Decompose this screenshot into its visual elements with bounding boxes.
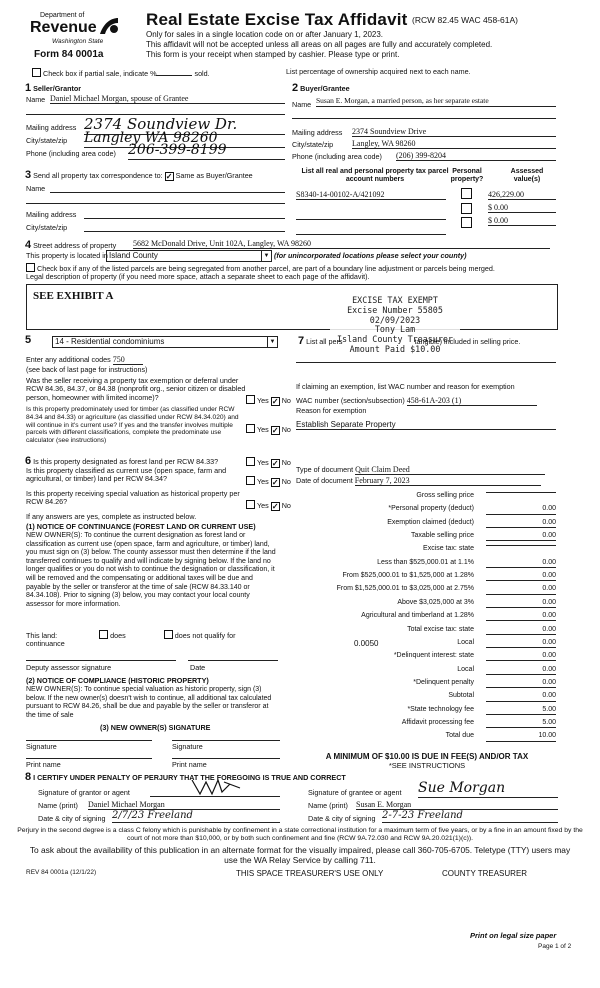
does-not-checkbox[interactable]: [164, 630, 173, 639]
tax-row: [296, 732, 560, 743]
tax-row: [296, 599, 560, 610]
header-line-2: This affidavit will not be accepted unless all areas on all pages are fully and accurately completed.: [146, 40, 493, 49]
deputy-date-line[interactable]: [188, 660, 278, 661]
tax-row: [296, 559, 560, 570]
tax-row-value[interactable]: 5.00: [486, 706, 556, 715]
tax-row-label: *Personal property (deduct): [388, 505, 474, 513]
tax-row-value[interactable]: 0.00: [486, 692, 556, 701]
personal-checkbox-2[interactable]: [461, 203, 472, 214]
header-line-1: Only for sales in a single location code on or after January 1, 2023.: [146, 30, 384, 39]
grantee-sig-label: Signature of grantee or agent: [308, 788, 402, 797]
tax-row-value[interactable]: 0.00: [486, 572, 556, 581]
street-address[interactable]: 5682 McDonald Drive, Unit 102A, Langley, WA 98260: [133, 239, 550, 249]
notice-1-body: NEW OWNER(S): To continue the current designation as forest land or classification as current use (open space, farm and agriculture, or timber) land, you must sign on (3) below. The county assessor must then determine if the land transferred continues to qualify and will indicate by signing below. If the land no longer qualifies or you do not wish to continue the designation or classification, it will be removed and the compensating or additional taxes will be due and payable by the seller or transferor at the time of sale (RCW 84.33.140 or 84.34.108). Prior to signing (3) below, you may contact your local county assessor for more information.: [26, 532, 276, 608]
forest-yes-checkbox[interactable]: [246, 457, 255, 466]
tax-row: [296, 532, 560, 543]
tax-row: [296, 679, 560, 690]
owner-sig-line-2[interactable]: [172, 740, 280, 741]
tax-row-value[interactable]: 10.00: [486, 732, 556, 741]
grantor-signature-scribble: [190, 776, 250, 798]
exhibit-text: SEE EXHIBIT A: [33, 290, 114, 302]
stamp-line-2: Excise Number 55805: [347, 304, 443, 315]
tax-row: [296, 692, 560, 703]
if-yes-note: If any answers are yes, complete as instructed below.: [26, 512, 197, 521]
wac-label: WAC number (section/subsection): [296, 396, 405, 405]
tax-row-label: Taxable selling price: [410, 532, 474, 540]
buyer-mail-label: Mailing address: [292, 128, 343, 137]
cert-text: I CERTIFY UNDER PENALTY OF PERJURY THAT THE FOREGOING IS TRUE AND CORRECT: [33, 773, 346, 782]
tax-row-value[interactable]: 0.00: [486, 532, 556, 541]
addl-codes-value[interactable]: 750: [113, 355, 143, 365]
q1-no-checkbox[interactable]: [271, 397, 280, 406]
header-line-3: This form is your receipt when stamped by cashier. Please type or print.: [146, 50, 400, 59]
new-owner-sig-title: (3) NEW OWNER(S) SIGNATURE: [100, 723, 211, 732]
forest-yes-no[interactable]: [246, 457, 291, 468]
land-use-select[interactable]: [52, 336, 278, 348]
tax-row-label: Affidavit processing fee: [401, 718, 474, 726]
segregate-label: Check box if any of the listed parcels are being segregated from another parcel, are part of a boundary line adjustment or parcels being merged.: [37, 264, 495, 273]
corr-mail-label: Mailing address: [26, 210, 77, 219]
partial-sale-label: Check box if partial sale, indicate %: [43, 69, 157, 78]
print-label-2: Print name: [172, 760, 207, 769]
legal-size-note: Print on legal size paper: [470, 931, 557, 940]
seller-mail[interactable]: 2374 Soundview Dr.: [84, 116, 285, 135]
tax-row-value[interactable]: 0.00: [486, 612, 556, 621]
grantor-signature[interactable]: [150, 784, 280, 797]
county-value: Island County: [109, 251, 158, 260]
tax-row-value[interactable]: 0.00: [486, 585, 556, 594]
section-7: [298, 335, 558, 348]
seller-mail-label: Mailing address: [26, 123, 77, 132]
section-1-number: 1: [25, 82, 32, 94]
tax-row-value[interactable]: 5.00: [486, 719, 556, 728]
q1-yes-no[interactable]: [246, 395, 291, 406]
section-7-text-b: tangible) included in selling price.: [414, 337, 521, 346]
section-4-number: 4: [25, 239, 32, 251]
corr-mail-line[interactable]: [84, 218, 285, 219]
historic-yes-label: Yes: [257, 501, 269, 510]
doc-type-row: [296, 465, 545, 475]
tax-row-value[interactable]: 0.00: [486, 679, 556, 688]
seller-phone-label: Phone (including area code): [26, 149, 116, 158]
current-use-yes-label: Yes: [257, 477, 269, 486]
q2-yes-no[interactable]: [246, 424, 291, 435]
treasurer-space: THIS SPACE TREASURER'S USE ONLY: [236, 869, 384, 878]
tax-row-label: Subtotal: [448, 692, 474, 700]
sig-label-2: Signature: [172, 742, 203, 751]
parcels-header: List all real and personal property tax parcel account numbers: [301, 168, 449, 184]
tax-row: [296, 492, 560, 503]
corr-name-line2: [26, 203, 285, 204]
buyer-heading: [292, 82, 350, 95]
buyer-phone-label: Phone (including area code): [292, 152, 382, 161]
county-treasurer: COUNTY TREASURER: [442, 869, 528, 878]
corr-heading: [25, 169, 253, 182]
historic-yes-no[interactable]: [246, 500, 291, 511]
relay-notice: To ask about the availability of this publication in an alternate format for the visually impaired, please call 360-705-6705. Teletype (TTY) users may use the WA Relay Service by calling 711.: [29, 845, 571, 865]
tax-row-label: Local: [457, 665, 474, 673]
q2-yes-label: Yes: [257, 425, 269, 434]
buyer-mail[interactable]: 2374 Soundview Drive: [352, 127, 556, 137]
tax-row: [296, 719, 560, 730]
assessed-value-2[interactable]: $ 0.00: [488, 203, 556, 213]
county-select[interactable]: [106, 250, 272, 262]
section-7-text-a: List all pers: [306, 337, 343, 346]
doc-type-label: Type of document: [296, 465, 354, 474]
continuance-label: continuance: [26, 639, 65, 648]
owner-sig-line-1[interactable]: [26, 740, 152, 741]
tax-row: [296, 612, 560, 623]
tax-row-label: Gross selling price: [416, 492, 474, 499]
buyer-phone[interactable]: (206) 399-8204: [396, 151, 556, 161]
section-7-line[interactable]: [296, 362, 556, 363]
deputy-date-label: Date: [190, 663, 206, 672]
cert-line: [25, 771, 346, 784]
perjury-notice: Perjury in the second degree is a class C felony which is punishable by confinement in a state correctional institution for a maximum term of five years, or by a fine in an amount fixed by the court of not more than $10,000, or by both such confinement and fine (RCW 9A.72.030 and RCW 9A.20.021(1)(c)).: [17, 827, 583, 843]
tax-row-value[interactable]: 0.00: [486, 505, 556, 514]
forest-no-label: No: [281, 458, 291, 467]
does-checkbox[interactable]: [99, 630, 108, 639]
stamp-line-4: Tony Lam: [374, 324, 416, 335]
tax-row-label: Excise tax: state: [423, 545, 474, 553]
grantor-sig-label: Signature of grantor or agent: [38, 788, 130, 797]
tax-row-value[interactable]: 0.00: [486, 559, 556, 568]
timber-question: Is this property predominately used for timber (as classified under RCW 84.34 and 84.33) or agriculture (as classified under RCW 84.34.020) and will continue in it's current use? If yes and the transfer involves multiple parcels with different classifications, complete the predominate use calculator (see instructions): [26, 406, 239, 445]
historic-question: Is this property receiving special valuation as historical property per RCW 84.26?: [26, 489, 240, 507]
tax-row-value[interactable]: 0.00: [486, 639, 556, 648]
form-title: Real Estate Excise Tax Affidavit: [146, 10, 408, 29]
partial-sale[interactable]: [32, 68, 210, 78]
tax-row-value[interactable]: 0.00: [486, 626, 556, 635]
see-instructions: *SEE INSTRUCTIONS: [388, 761, 466, 770]
corr-city-label: City/state/zip: [26, 223, 68, 232]
sig-label-1: Signature: [26, 742, 57, 751]
tax-row-label: Above $3,025,000 at 3%: [397, 598, 474, 606]
corr-city-line[interactable]: [84, 231, 285, 232]
section-6-number: 6: [25, 455, 32, 467]
tax-row: [296, 572, 560, 583]
q1-no-label: No: [281, 396, 291, 405]
tax-row-label: Total excise tax: state: [407, 625, 474, 633]
tax-row-label: Less than $525,000.01 at 1.1%: [377, 558, 474, 566]
wac-row: [296, 396, 537, 406]
parcel-number-1[interactable]: S8340-14-00102-A/421092: [296, 190, 446, 200]
tax-row: [296, 666, 560, 677]
tax-row-value[interactable]: 0.00: [486, 599, 556, 608]
stamp-line-6: Amount Paid $10.00: [349, 343, 441, 354]
current-use-yes-checkbox[interactable]: [246, 476, 255, 485]
form-number: Form 84 0001a: [34, 49, 104, 60]
parcel-number-2[interactable]: [296, 211, 446, 220]
owner-print-line-2[interactable]: [172, 758, 280, 759]
personal-prop-header: Personal property?: [450, 168, 484, 184]
seller-title: Seller/Grantor: [33, 84, 82, 93]
tax-row: [296, 545, 560, 556]
corr-name-label: Name: [26, 184, 46, 193]
same-as-buyer-label: Same as Buyer/Grantee: [175, 171, 253, 180]
page-number: Page 1 of 2: [538, 943, 572, 950]
seller-name-label: Name: [26, 95, 46, 104]
assessed-header: Assessed value(s): [510, 168, 544, 184]
reason-label: Reason for exemption: [296, 406, 367, 415]
tax-row-label: From $1,525,000.01 to $3,025,000 at 2.75%: [336, 585, 474, 593]
historic-no-checkbox[interactable]: [271, 502, 280, 511]
revenue-logo: [30, 12, 130, 60]
tax-row-label: Total due: [445, 732, 474, 740]
revenue-word: Revenue: [30, 19, 97, 36]
personal-checkbox-3[interactable]: [461, 217, 472, 228]
section-5-number: 5: [25, 334, 32, 346]
stamp-line-5: Island County Treasurer: [337, 334, 453, 345]
addl-codes-text: Enter any additional codes: [26, 355, 111, 364]
stamp-line-1: EXCISE TAX EXEMPT: [352, 295, 438, 305]
tax-row-label: Agricultural and timberland at 1.28%: [361, 612, 474, 620]
q2-no-checkbox[interactable]: [271, 426, 280, 435]
logo-swoosh-icon: [98, 16, 120, 36]
tax-row-value[interactable]: 0.00: [486, 666, 556, 675]
local-rate: 0.0050: [354, 638, 379, 648]
seller-phone[interactable]: 206-399-8199: [128, 142, 285, 160]
assessed-value-1[interactable]: 426,229.00: [488, 190, 556, 200]
grantor-name[interactable]: Daniel Michael Morgan: [88, 800, 280, 810]
tax-row-value[interactable]: 0.00: [486, 519, 556, 528]
tax-row: [296, 505, 560, 516]
see-back-note: (see back of last page for instructions): [26, 365, 148, 374]
does-not-label: does not qualify for: [174, 631, 236, 640]
tax-row-label: Exemption claimed (deduct): [387, 518, 474, 526]
tax-row-label: *Delinquent penalty: [413, 678, 474, 686]
section-8-number: 8: [25, 771, 32, 783]
tax-row: [296, 639, 560, 650]
grantee-name[interactable]: Susan E. Morgan: [356, 800, 558, 810]
grantee-date-label: Date & city of signing: [308, 814, 376, 823]
tax-row: [296, 585, 560, 596]
this-land-label: This land:: [26, 631, 58, 640]
notice-1-title: (1) NOTICE OF CONTINUANCE (FOREST LAND OR CURRENT USE): [26, 522, 256, 531]
forest-yes-label: Yes: [257, 458, 269, 467]
forest-question-text: Is this property designated as forest land per RCW 84.33?: [33, 457, 219, 466]
buyer-city-label: City/state/zip: [292, 140, 334, 149]
current-use-no-label: No: [281, 477, 291, 486]
county-note: (for unincorporated locations please select your county): [274, 251, 467, 260]
wac-value[interactable]: 458-61A-203 (1): [407, 396, 537, 406]
does-label: does: [110, 631, 126, 640]
tax-row: [296, 652, 560, 663]
reason-value[interactable]: Establish Separate Property: [296, 420, 556, 430]
grantor-name-label: Name (print): [38, 801, 78, 810]
tax-row-value[interactable]: [486, 492, 556, 493]
historic-no-label: No: [281, 501, 291, 510]
notice-2-body: NEW OWNER(S): To continue special valuation as historic property, sign (3) below. If the new owner(s) doesn't wish to continue, all additional tax calculated pursuant to RCW 84.26, shall be due and payable by the seller or transferor at the time of sale: [26, 686, 272, 719]
land-use-value: 14 - Residential condominiums: [55, 337, 165, 346]
street-label: Street address of property: [33, 241, 117, 250]
q2-no-label: No: [281, 425, 291, 434]
q2-yes-checkbox[interactable]: [246, 424, 255, 433]
tax-row-label: From $525,000.01 to $1,525,000 at 1.28%: [342, 572, 474, 580]
tax-row: [296, 626, 560, 637]
doc-date-value[interactable]: February 7, 2023: [355, 476, 541, 486]
buyer-name-line2: [292, 118, 556, 119]
grantor-date[interactable]: 2/7/23 Freeland: [112, 810, 280, 823]
buyer-name-label: Name: [292, 100, 312, 109]
minimum-notice: A MINIMUM OF $10.00 IS DUE IN FEE(S) AND/OR TAX: [325, 752, 529, 761]
tax-row: [296, 519, 560, 530]
legal-description-box[interactable]: [26, 284, 558, 330]
notice-2-title: (2) NOTICE OF COMPLIANCE (HISTORIC PROPERTY): [26, 676, 209, 685]
parcel-number-3[interactable]: [296, 226, 446, 235]
addl-codes-label: [26, 355, 143, 365]
personal-checkbox-1[interactable]: [461, 188, 472, 199]
grantee-signature[interactable]: Sue Morgan: [418, 780, 558, 798]
owner-print-line-1[interactable]: [26, 758, 152, 759]
tax-row-value[interactable]: 0.00: [486, 652, 556, 661]
chevron-down-icon: ▼: [261, 251, 271, 261]
rev-number: REV 84 0001a (12/1/22): [26, 869, 97, 876]
legal-desc-label: Legal description of property (if you need more space, attach a separate sheet to each page of the affidavit).: [26, 272, 370, 281]
tax-row-label: *State technology fee: [407, 705, 474, 713]
print-label-1: Print name: [26, 760, 61, 769]
buyer-name[interactable]: Susan E. Morgan, a married person, as her separate estate: [316, 97, 556, 107]
segregate-checkbox[interactable]: [26, 263, 35, 272]
assessed-value-3[interactable]: $ 0.00: [488, 216, 556, 226]
q1-yes-checkbox[interactable]: [246, 395, 255, 404]
current-use-question: Is this property classified as current use (open space, farm and agricultural, or timber) land per RCW 84.34?: [26, 466, 227, 484]
claim-exemption-label: If claiming an exemption, list WAC number and reason for exemption: [296, 382, 515, 391]
current-use-no-checkbox[interactable]: [271, 478, 280, 487]
form-rcw: (RCW 82.45 WAC 458-61A): [412, 15, 518, 25]
doc-date-label: Date of document: [296, 476, 353, 485]
current-use-yes-no[interactable]: [246, 476, 291, 487]
chevron-down-icon: ▼: [267, 337, 277, 347]
grantee-date[interactable]: 2-7-23 Freeland: [382, 810, 558, 823]
tax-row-label: Local: [457, 638, 474, 646]
seller-city-label: City/state/zip: [26, 136, 68, 145]
buyer-city[interactable]: Langley, WA 98260: [352, 139, 556, 149]
state-label: Washington State: [52, 38, 104, 45]
section-7-number: 7: [298, 335, 305, 347]
partial-sale-checkbox[interactable]: [32, 68, 41, 77]
corr-name-line[interactable]: [50, 192, 285, 193]
seller-city[interactable]: Langley WA 98260: [84, 130, 285, 148]
section-2-number: 2: [292, 82, 299, 94]
historic-yes-checkbox[interactable]: [246, 500, 255, 509]
exemption-question: Was the seller receiving a property tax exemption or deferral under RCW 84.36, 84.37, or 84.38 (nonprofit org., senior citizen or disabled person, homeowner with limited income)?: [26, 376, 246, 402]
grantee-name-label: Name (print): [308, 801, 348, 810]
deputy-sig-line[interactable]: [26, 660, 176, 661]
deputy-sig-label: Deputy assessor signature: [26, 663, 112, 672]
tax-row: [296, 706, 560, 717]
buyer-title: Buyer/Grantee: [300, 84, 350, 93]
doc-type-value[interactable]: Quit Claim Deed: [355, 465, 545, 475]
forest-no-checkbox[interactable]: [271, 459, 280, 468]
grantor-date-label: Date & city of signing: [38, 814, 106, 823]
dept-label: Department of: [40, 12, 85, 19]
section-3-number: 3: [25, 169, 32, 181]
q1-yes-label: Yes: [257, 396, 269, 405]
location-label: This property is located in: [26, 251, 108, 260]
seller-name[interactable]: Daniel Michael Morgan, spouse of Grantee: [50, 94, 285, 104]
doc-date-row: [296, 476, 541, 486]
ownership-note: List percentage of ownership acquired next to each name.: [286, 67, 471, 76]
stamp-line-3: 02/09/2023: [369, 314, 421, 325]
corr-text: Send all property tax correspondence to:: [33, 171, 163, 180]
tax-row-label: *Delinquent interest: state: [393, 652, 474, 660]
tax-row-value[interactable]: [486, 545, 556, 546]
partial-sold-label: sold.: [194, 69, 210, 78]
same-as-buyer-checkbox[interactable]: [165, 172, 174, 181]
